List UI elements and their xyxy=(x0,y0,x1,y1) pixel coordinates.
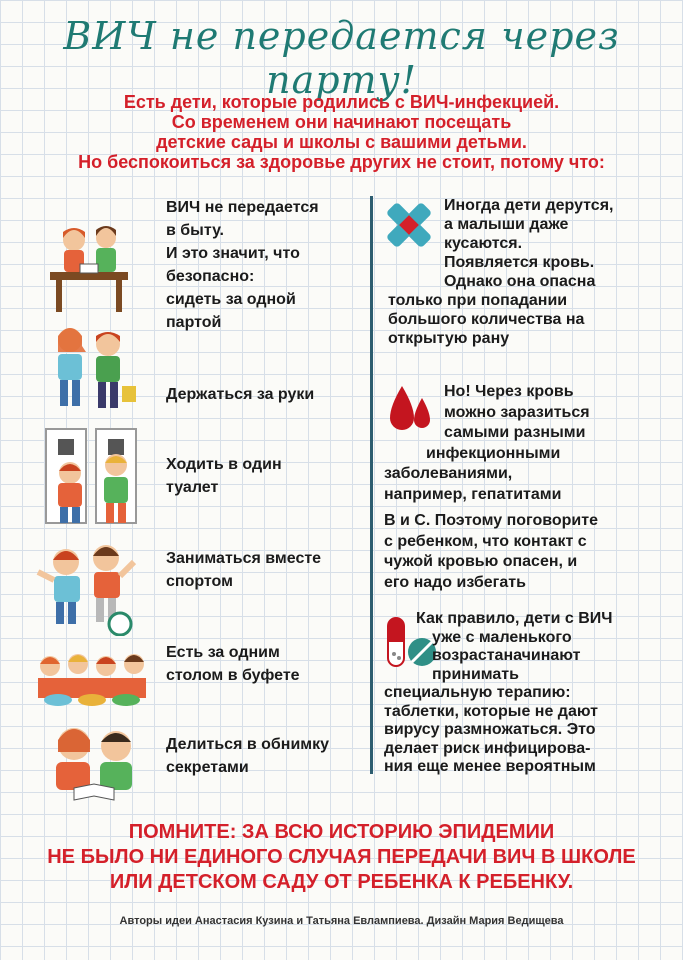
sports-illustration xyxy=(36,540,136,636)
page-title: ВИЧ не передается через парту! xyxy=(63,14,620,102)
blood-text: Но! Через кровь можно заразиться самыми разными инфекционными заболеваниями, например, гепатитами В и С. Поэтому поговорите с ребенком, что контакт с чужой кровью опасен, и его надо избегать xyxy=(384,383,598,591)
secrets-illustration xyxy=(44,722,144,804)
intro-text xyxy=(10,92,673,172)
cafeteria-illustration xyxy=(36,648,148,710)
intro-line: детские сады и школы с вашими детьми. xyxy=(156,132,527,152)
column-divider xyxy=(370,196,373,774)
hands-text: Держаться за руки xyxy=(166,386,315,403)
holding-hands-illustration xyxy=(46,322,138,414)
secrets-text: Делиться в обнимку секретами xyxy=(166,736,330,776)
cafeteria-text: Есть за одним столом в буфете xyxy=(166,644,300,684)
intro-line: Но беспокоиться за здоровье других не стоит, потому что: xyxy=(78,152,605,172)
sports-text: Заниматься вместе спортом xyxy=(166,550,322,590)
credits: Авторы идеи Анастасия Кузина и Татьяна Евлампиева. Дизайн Мария Ведищева xyxy=(119,915,564,927)
intro-line: Есть дети, которые родились с ВИЧ-инфекцией. xyxy=(123,92,560,112)
intro-line: Со временем они начинают посещать xyxy=(171,112,512,132)
toilet-illustration xyxy=(44,425,140,525)
kids-at-desk-illustration xyxy=(46,222,132,314)
warning-text: ПОМНИТЕ: ЗА ВСЮ ИСТОРИЮ ЭПИДЕМИИ НЕ БЫЛО НИ ЕДИНОГО СЛУЧАЯ ПЕРЕДАЧИ ВИЧ В ШКОЛЕ ИЛИ ДЕТСКОМ САДУ ОТ РЕБЕНКА К РЕБЕНКУ. xyxy=(47,821,636,893)
desk-text: ВИЧ не передается в быту. И это значит, что безопасно: сидеть за одной партой xyxy=(166,199,319,331)
fights-text: Иногда дети дерутся, а малыши даже кусаются. Появляется кровь. Однако она опасна только при попадании большого количества на открытую рану xyxy=(388,197,614,347)
toilet-text: Ходить в один туалет xyxy=(166,456,282,496)
therapy-text: Как правило, дети с ВИЧ уже с маленького возрастаначинают принимать специальную терапию: таблетки, которые не дают вирусу размножаться. Это делает риск инфицирова- ния еще менее вероятным xyxy=(384,610,613,775)
